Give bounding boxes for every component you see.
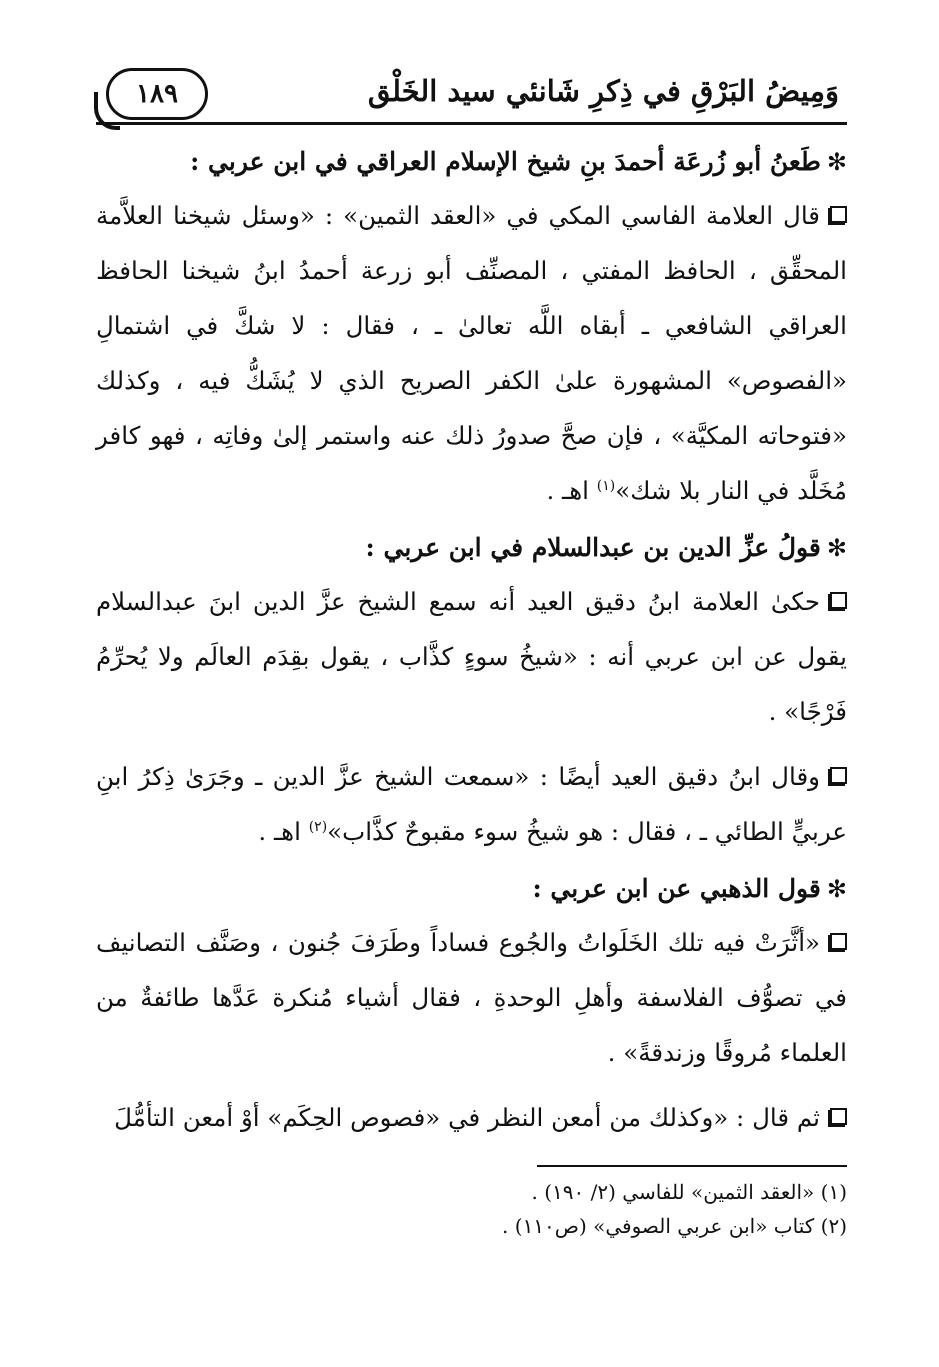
section-heading: ✻طَعنُ أبو زُرعَة أحمدَ بنِ شيخ الإسلام العراقي في ابن عربي : bbox=[190, 147, 847, 176]
asterisk-icon: ✻ bbox=[826, 148, 847, 176]
asterisk-icon: ✻ bbox=[826, 875, 847, 903]
footnote: (٢) كتاب «ابن عربي الصوفي» (ص١١٠) . bbox=[502, 1214, 847, 1238]
square-bullet-icon bbox=[830, 1108, 847, 1125]
book-title: وَمِيضُ البَرْقِ في ذِكرِ شَانئي سيد الخَلْق bbox=[367, 74, 839, 108]
footnote-ref: (١) bbox=[596, 477, 616, 494]
square-bullet-icon bbox=[830, 206, 847, 223]
square-bullet-icon bbox=[830, 933, 847, 950]
paragraph: وقال ابنُ دقيق العيد أيضًا : «سمعت الشيخ عزَّ الدين ـ وجَرَىٰ ذِكرُ ابنِ عربيٍّ الطائي ـ ، فقال : هو شيخُ سوء مقبوحٌ كذَّاب»$^{(٢)}$ اهـ . bbox=[96, 762, 847, 846]
square-bullet-icon bbox=[830, 767, 847, 784]
paragraph: حكىٰ العلامة ابنُ دقيق العيد أنه سمع الشيخ عزَّ الدين ابنَ عبدالسلام يقول عن ابن عربي أنه : «شيخُ سوءٍ كذَّاب ، يقول بقِدَم العالَم ولا يُحرِّمُ فَرْجًا» . bbox=[96, 587, 847, 726]
section-heading: ✻قول الذهبي عن ابن عربي : bbox=[532, 874, 847, 903]
header-ornament bbox=[94, 92, 120, 130]
footnotes bbox=[96, 1165, 847, 1243]
paragraph: ثم قال : «وكذلك من أمعن النظر في «فصوص الحِكَم» أوْ أمعن التأمُّلَ bbox=[96, 1090, 847, 1145]
paragraph: قال العلامة الفاسي المكي في «العقد الثمين» : «وسئل شيخنا العلاَّمة المحقِّق ، الحافظ المفتي ، المصنِّف أبو زرعة أحمدُ ابنُ شيخنا الحافظ العراقي الشافعي ـ أبقاه اللَّه تعالىٰ ـ ، فقال : لا شكَّ في اشتمالِ «الفصوص» المشهورة علىٰ الكفر الصريح الذي لا يُشَكُّ فيه ، وكذلك «فتوحاته المكيَّة» ، فإن صحَّ صدورُ ذلك عنه واستمر إلىٰ وفاتِه ، فهو كافر مُخَلَّد في النار بلا شك»$^{(١)}$ اهـ . bbox=[96, 201, 847, 505]
main-text bbox=[96, 142, 847, 1155]
paragraph: «أثَّرَتْ فيه تلك الخَلَواتُ والجُوع فساداً وطَرَفَ جُنون ، وصَنَّف التصانيف في تصوُّف الفلاسفة وأهلِ الوحدةِ ، فقال أشياء مُنكرة عَدَّها طائفةٌ من العلماء مُروقًا وزندقةً» . bbox=[96, 928, 847, 1067]
footnote-divider bbox=[537, 1165, 847, 1167]
page-number: ١٨٩ bbox=[106, 68, 208, 120]
square-bullet-icon bbox=[830, 592, 847, 609]
running-header bbox=[96, 62, 847, 125]
section-heading: ✻قولُ عزِّ الدين بن عبدالسلام في ابن عربي : bbox=[365, 533, 847, 562]
asterisk-icon: ✻ bbox=[826, 534, 847, 562]
footnote: (١) «العقد الثمين» للفاسي (٢/ ١٩٠) . bbox=[531, 1180, 847, 1204]
footnote-ref: (٢) bbox=[308, 818, 328, 835]
